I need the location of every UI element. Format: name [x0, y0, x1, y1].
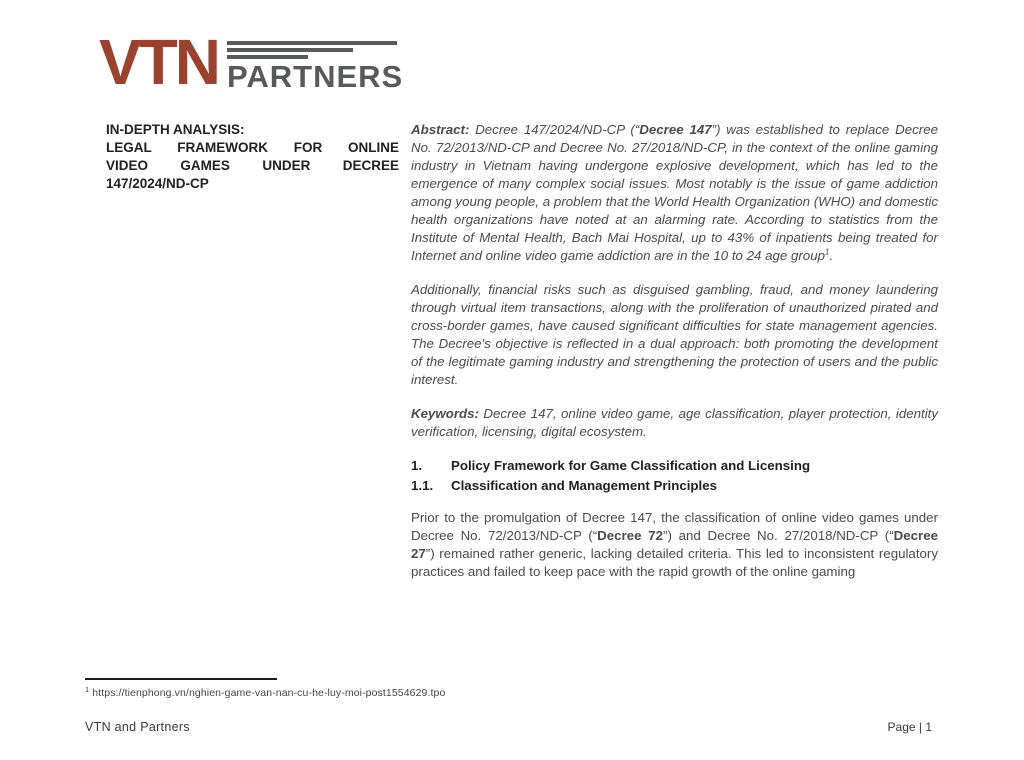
paragraph-text: Decree 147/2024/ND-CP (“ [475, 122, 640, 137]
right-column [411, 121, 938, 597]
footer-company-name: VTN and Partners [85, 720, 190, 734]
left-column [106, 121, 399, 193]
report-title-line: LEGAL FRAMEWORK FOR ONLINE [106, 140, 399, 155]
paragraph-text: ”) was established to replace Decree No. 72/2013/ND-CP and Decree No. 27/2018/ND-CP, in the context of the online gaming industry in Vietnam having undergone explosive development, which has led to the emergence of many complex social issues. Most notably is the issue of game addiction among young people, a problem that the World Health Organization (WHO) and domestic health organizations have noted at an alarming rate. According to statistics from the Institute of Mental Health, Bach Mai Hospital, up to 43% of inpatients being treated for Internet and online video game addiction are in the 10 to 24 age group [411, 122, 938, 263]
logo-vtn-text: VTN [99, 26, 218, 98]
section-heading [411, 457, 938, 475]
logo-bars [227, 41, 403, 59]
footnote [85, 684, 446, 699]
footer-page-number: Page | 1 [887, 720, 932, 734]
footnote-link[interactable]: https://tienphong.vn/nghien-game-van-nan-cu-he-luy-moi-post1554629.tpo [92, 687, 446, 699]
paragraph-text: Additionally, financial risks such as disguised gambling, fraud, and money laundering through virtual item transactions, along with the proliferation of unauthorized pirated and cross-border games, have caused significant difficulties for state management agencies. The Decree's objective is reflected in a dual approach: both promoting the development of the legitimate gaming industry and strengthening the protection of users and the public interest. [411, 282, 938, 387]
section-heading-text: Classification and Management Principles [451, 478, 718, 493]
logo-bar [227, 55, 308, 59]
article-paragraph [411, 405, 938, 441]
paragraph-text: Decree 27 [411, 528, 938, 561]
section-heading-text: Policy Framework for Game Classification and Licensing [451, 458, 811, 473]
report-title-line: 147/2024/ND-CP [106, 176, 209, 191]
paragraph-text: Keywords: [411, 406, 484, 421]
paragraph-text: Decree 72 [597, 528, 664, 543]
logo-right-block [227, 35, 404, 94]
article-paragraph [411, 509, 938, 581]
page-footer [85, 720, 932, 734]
paragraph-text: Prior to the promulgation of Decree 147, the classification of online video games under Decree No. 72/2013/ND-CP (“ [411, 510, 938, 543]
section-heading [411, 477, 938, 495]
section-heading-number: 1. [411, 458, 423, 473]
paragraph-text: . [829, 248, 834, 263]
footnote-divider [85, 678, 277, 680]
article-paragraph [411, 281, 938, 389]
report-title-line: IN-DEPTH ANALYSIS: [106, 122, 245, 137]
article-body [411, 121, 938, 581]
logo-partners-text: PARTNERS [227, 59, 404, 94]
paragraph-text: ”) and Decree No. 27/2018/ND-CP (“ [663, 528, 894, 543]
footnote-reference: 1 [824, 247, 830, 257]
report-title [106, 121, 399, 193]
logo-bar [227, 48, 353, 52]
report-title-line: VIDEO GAMES UNDER DECREE [106, 158, 399, 173]
paragraph-text: Decree 147 [639, 122, 712, 137]
vtn-partners-logo [99, 26, 404, 98]
paragraph-text: Abstract: [411, 122, 476, 137]
footnote-marker: 1 [85, 684, 90, 694]
article-paragraph [411, 121, 938, 265]
logo-bar [227, 41, 397, 45]
paragraph-text: ”) remained rather generic, lacking detailed criteria. This led to inconsistent regulatory practices and failed to keep pace with the rapid growth of the online gaming [411, 546, 938, 579]
section-heading-number: 1.1. [411, 478, 434, 493]
paragraph-text: Decree 147, online video game, age classification, player protection, identity verification, licensing, digital ecosystem. [411, 406, 938, 439]
